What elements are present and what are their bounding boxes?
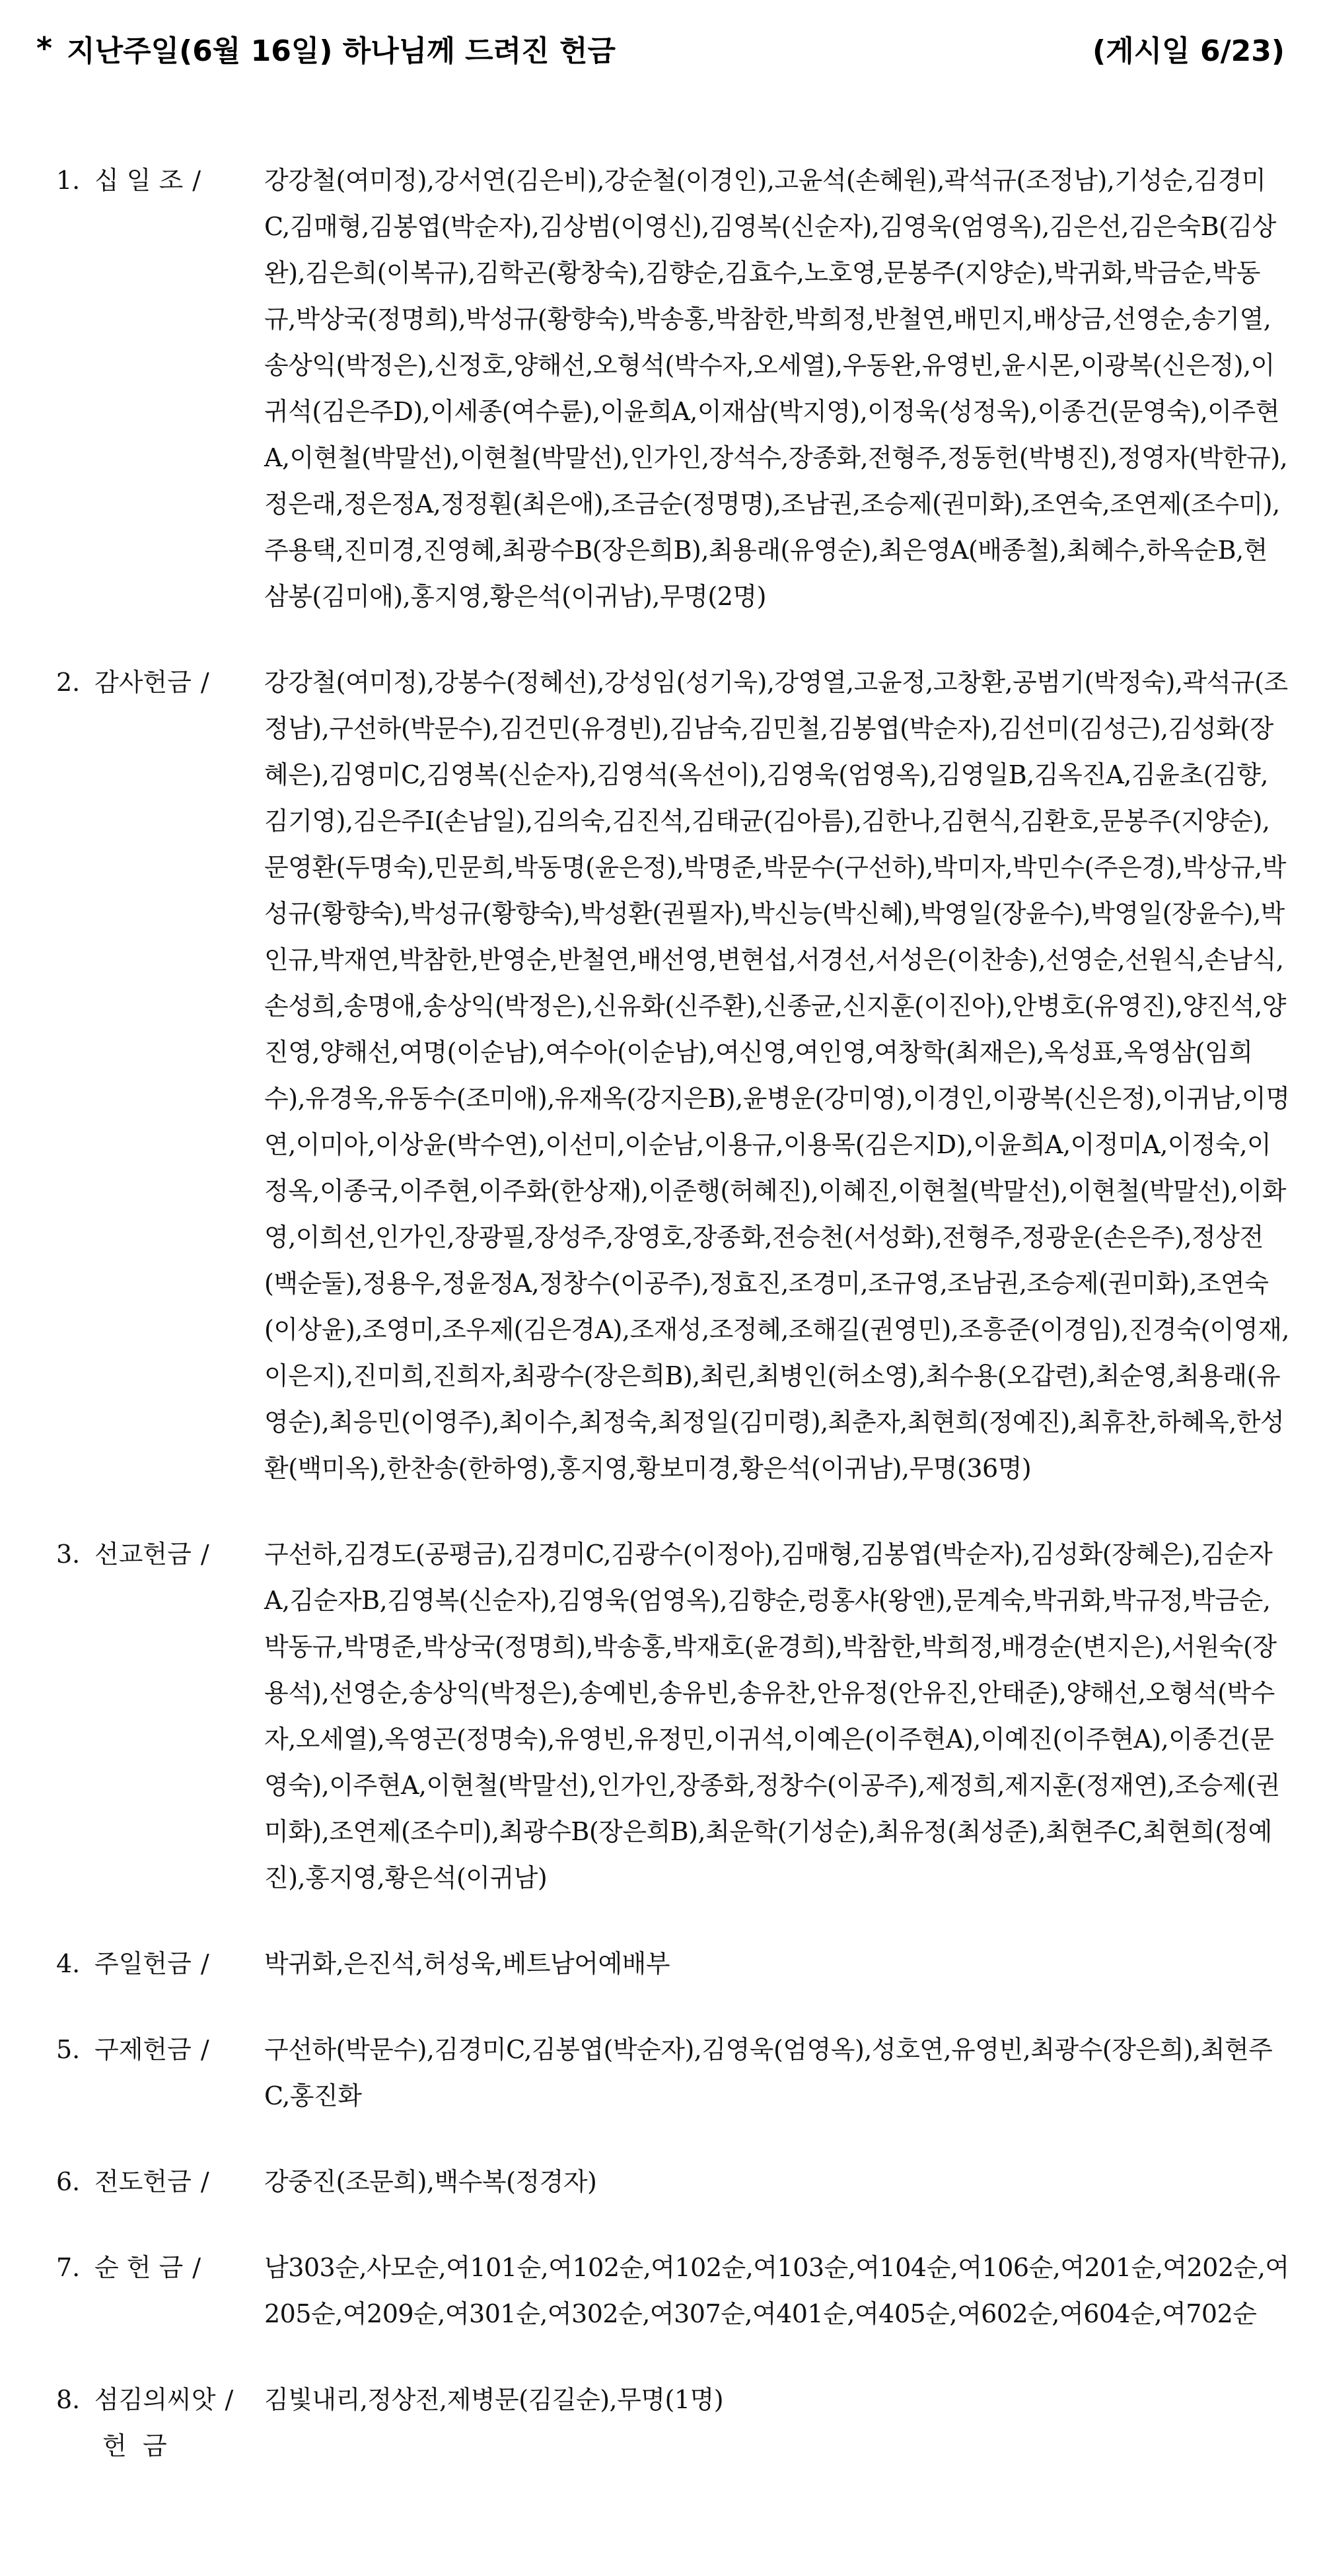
donor-names: 박귀화,은진석,허성욱,베트남어예배부 [264, 1949, 670, 1978]
section-number: 2. [56, 668, 81, 697]
section-heading [56, 2026, 264, 2073]
donor-names: 구선하(박문수),김경미C,김봉엽(박순자),김영욱(엄영옥),성호연,유영빈,최광수(장은희),최현주C,홍진화 [264, 2035, 1273, 2110]
offering-section-seed-of-service [56, 2377, 1291, 2469]
offering-section-thanksgiving [56, 659, 1291, 1491]
section-label: 전도헌금 [94, 2167, 192, 2196]
section-slash: / [200, 2167, 209, 2196]
section-slash: / [200, 2035, 209, 2064]
offering-section-evangelism [56, 2159, 1291, 2205]
section-number: 3. [56, 1540, 81, 1569]
offering-section-sunday [56, 1941, 1291, 1987]
donor-names: 강중진(조문희),백수복(정경자) [264, 2167, 597, 2196]
donor-names: 김빛내리,정상전,제병문(김길순),무명(1명) [264, 2385, 724, 2414]
section-slash: / [192, 166, 201, 195]
section-number: 7. [56, 2253, 81, 2282]
section-slash: / [225, 2385, 234, 2414]
section-label: 순 헌 금 [94, 2253, 184, 2282]
offering-section-mission [56, 1531, 1291, 1901]
section-number: 1. [56, 166, 81, 195]
section-label: 섬김의씨앗 헌 금 [94, 2385, 216, 2460]
offering-section-relief [56, 2026, 1291, 2119]
posting-date: (게시일 6/23) [1092, 34, 1285, 68]
title-group [36, 27, 616, 69]
donor-names: 남303순,사모순,여101순,여102순,여102순,여103순,여104순,여106순,여201순,여202순,여205순,여209순,여301순,여302순,여307순,여401순,여405순,여602순,여604순,여702순 [264, 2253, 1289, 2328]
donor-names: 구선하,김경도(공평금),김경미C,김광수(이정아),김매형,김봉엽(박순자),김성화(장혜은),김순자A,김순자B,김영복(신순자),김영욱(엄영옥),김향순,렁홍샤(왕앤),문계숙,박귀화,박규정,박금순,박동규,박명준,박상국(정명희),박송홍,박재호(윤경희),박참한,박희정,배경순(변지은),서원숙(장용석),선영순,송상익(박정은),송예빈,송유빈,송유찬,안유정(안유진,안태준),양해선,오형석(박수자,오세열),옥영곤(정명숙),유영빈,유정민,이귀석,이예은(이주현A),이예진(이주현A),이종건(문영숙),이주현A,이현철(박말선),인가인,장종화,정창수(이공주),제정희,제지훈(정재연),조승제(권미화),조연제(조수미),최광수B(장은희B),최운학(기성순),최유정(최성준),최현주C,최현희(정예진),홍지영,황은석(이귀남) [264, 1540, 1280, 1892]
donor-names: 강강철(여미정),강봉수(정혜선),강성임(성기욱),강영열,고윤정,고창환,공범기(박정숙),곽석규(조정남),구선하(박문수),김건민(유경빈),김남숙,김민철,김봉엽(박순자),김선미(김성근),김성화(장혜은),김영미C,김영복(신순자),김영석(옥선이),김영욱(엄영옥),김영일B,김옥진A,김윤초(김향,김기영),김은주I(손남일),김의숙,김진석,김태균(김아름),김한나,김현식,김환호,문봉주(지양순),문영환(두명숙),민문희,박동명(윤은정),박명준,박문수(구선하),박미자,박민수(주은경),박상규,박성규(황향숙),박성규(황향숙),박성환(권필자),박신능(박신혜),박영일(장윤수),박영일(장윤수),박인규,박재연,박참한,반영순,반철연,배선영,변현섭,서경선,서성은(이찬송),선영순,선원식,손남식,손성희,송명애,송상익(박정은),신유화(신주환),신종균,신지훈(이진아),안병호(유영진),양진석,양진영,양해선,여명(이순남),여수아(이순남),여신영,여인영,여창학(최재은),옥성표,옥영삼(임희수),유경옥,유동수(조미애),유재옥(강지은B),윤병운(강미영),이경인,이광복(신은정),이귀남,이명연,이미아,이상윤(박수연),이선미,이순남,이용규,이용목(김은지D),이윤희A,이정미A,이정숙,이정옥,이종국,이주현,이주화(한상재),이준행(허혜진),이혜진,이현철(박말선),이현철(박말선),이화영,이희선,인가인,장광필,장성주,장영호,장종화,전승천(서성화),전형주,정광운(손은주),정상전(백순둘),정용우,정윤정A,정창수(이공주),정효진,조경미,조규영,조남권,조승제(권미화),조연숙(이상윤),조영미,조우제(김은경A),조재성,조정혜,조해길(권영민),조흥준(이경임),진경숙(이영재,이은지),진미희,진희자,최광수(장은희B),최린,최병인(허소영),최수용(오갑련),최순영,최용래(유영순),최응민(이영주),최이수,최정숙,최정일(김미령),최춘자,최현희(정예진),최휴찬,하혜옥,한성환(백미옥),한찬송(한하영),홍지영,황보미경,황은석(이귀남),무명(36명) [264, 668, 1290, 1483]
section-label: 주일헌금 [94, 1949, 192, 1978]
section-slash: / [200, 668, 209, 697]
section-heading [56, 659, 264, 705]
section-slash: / [200, 1540, 209, 1569]
section-heading [56, 2159, 264, 2205]
section-number: 4. [56, 1949, 81, 1978]
offering-section-tithe [56, 157, 1291, 620]
section-heading [56, 1531, 264, 1577]
page-header [36, 25, 1285, 71]
section-number: 5. [56, 2035, 81, 2064]
section-label: 감사헌금 [94, 668, 192, 697]
page-title: 지난주일(6월 16일) 하나님께 드려진 헌금 [67, 34, 616, 68]
section-heading [56, 157, 264, 203]
section-number: 6. [56, 2167, 81, 2196]
section-label: 십 일 조 [94, 166, 184, 195]
offering-list [56, 157, 1291, 2509]
donor-names: 강강철(여미정),강서연(김은비),강순철(이경인),고윤석(손혜원),곽석규(조정남),기성순,김경미C,김매형,김봉엽(박순자),김상범(이영신),김영복(신순자),김영욱(엄영옥),김은선,김은숙B(김상완),김은희(이복규),김학곤(황창숙),김향순,김효수,노호영,문봉주(지양순),박귀화,박금순,박동규,박상국(정명희),박성규(황향숙),박송홍,박참한,박희정,반철연,배민지,배상금,선영순,송기열,송상익(박정은),신정호,양해선,오형석(박수자,오세열),우동완,유영빈,윤시몬,이광복(신은정),이귀석(김은주D),이세종(여수륜),이윤희A,이재삼(박지영),이정욱(성정욱),이종건(문영숙),이주현A,이현철(박말선),이현철(박말선),인가인,장석수,장종화,전형주,정동헌(박병진),정영자(박한규),정은래,정은정A,정정훤(최은애),조금순(정명명),조남권,조승제(권미화),조연숙,조연제(조수미),주용택,진미경,진영혜,최광수B(장은희B),최용래(유영순),최은영A(배종철),최혜수,하옥순B,현삼봉(김미애),홍지영,황은석(이귀남),무명(2명) [264, 166, 1288, 611]
asterisk-icon: * [36, 30, 53, 66]
section-slash: / [192, 2253, 201, 2282]
section-number: 8. [56, 2385, 81, 2414]
section-slash: / [200, 1949, 209, 1978]
section-label: 선교헌금 [94, 1540, 192, 1569]
section-heading [56, 1941, 264, 1987]
offering-section-cell-group [56, 2244, 1291, 2337]
section-heading [56, 2244, 264, 2291]
section-heading [56, 2377, 264, 2469]
section-label: 구제헌금 [94, 2035, 192, 2064]
